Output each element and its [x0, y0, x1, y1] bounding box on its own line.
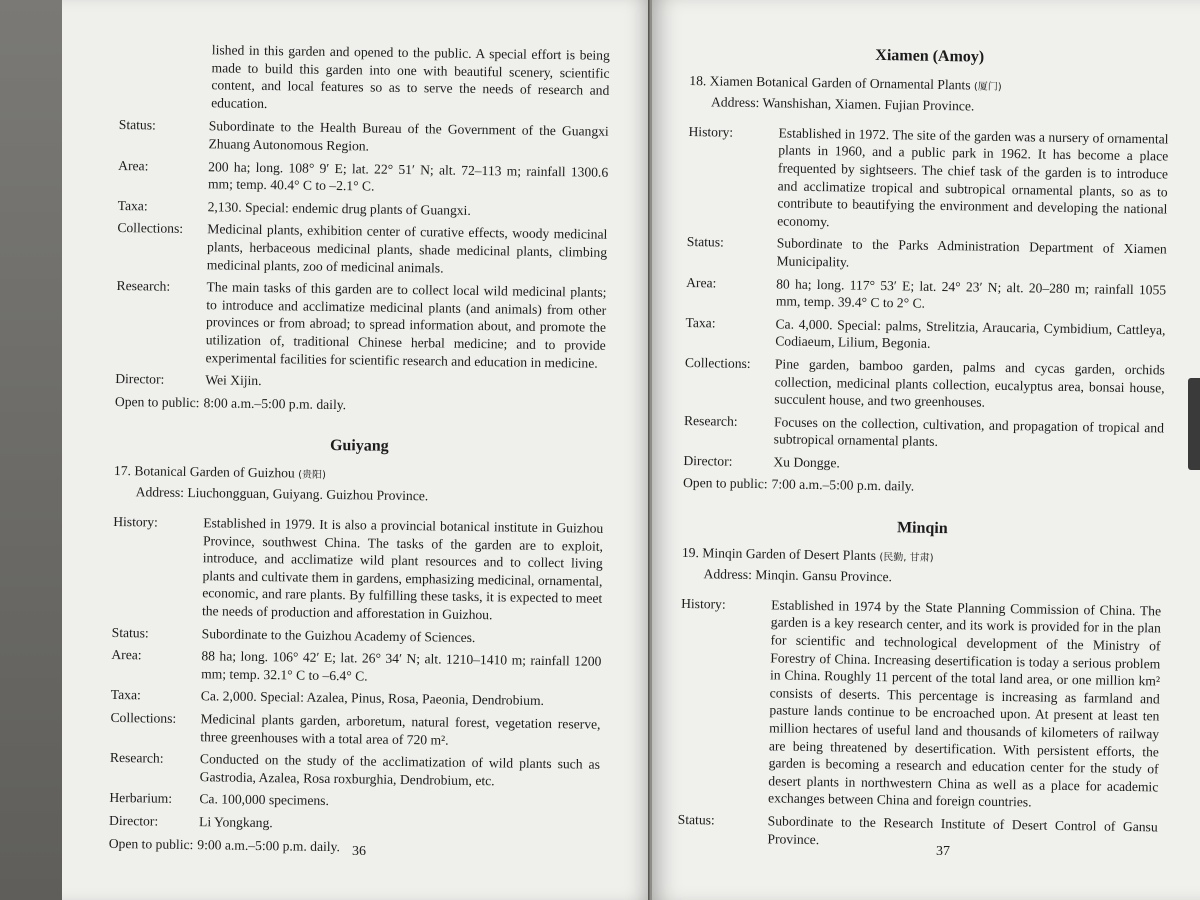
field-label: Open to public: — [108, 835, 194, 852]
field-row — [684, 412, 1164, 455]
field-value: 200 ha; long. 108° 9′ E; lat. 22° 51′ N; alt. 72–113 m; rainfall 1300.6 mm; temp. 40.4° C to –2.1° C. — [207, 158, 609, 194]
field-label: Status: — [677, 811, 715, 828]
entry-19-fields — [677, 595, 1161, 854]
field-value: 80 ha; long. 117° 53′ E; lat. 24° 23′ N; alt. 20–280 m; rainfall 1055 mm, temp. 39.4° C to 2° C. — [775, 275, 1167, 311]
field-value: Xu Dongge. — [773, 454, 840, 471]
entry-cjk: (厦门) — [973, 81, 1002, 93]
entry-17-fields — [109, 513, 604, 859]
field-value: Wei Xijin. — [205, 372, 262, 389]
field-row — [687, 123, 1169, 236]
field-row — [683, 474, 1163, 499]
field-value: Conducted on the study of the acclimatization of wild plants such as Gastrodia, Azalea, Rosa roxburghia, Dendrobium, etc. — [199, 751, 601, 789]
page-edge-tab — [1188, 378, 1200, 470]
field-row — [677, 811, 1157, 854]
field-value: Established in 1972. The site of the garden was a nursery of ornamental plants in 1960, and a public park in 1962. It has become a place frequented by sightseers. The chief task of the garden is to introduce and acclimatize tropical and subtropical ornamental plants, so as to contribute to beautifying the environment and developing the national economy. — [777, 125, 1169, 229]
field-row — [111, 646, 601, 688]
field-value: Subordinate to the Parks Administration Department of Xiamen Municipality. — [776, 235, 1167, 270]
field-value: Medicinal plants garden, arboretum, natural forest, vegetation reserve, three greenhouses with a total area of 720 m². — [200, 711, 601, 748]
field-label: Research: — [109, 750, 164, 766]
section-title-xiamen: Xiamen (Amoy) — [875, 46, 985, 66]
right-page — [652, 0, 1200, 900]
field-value: Established in 1979. It is also a provincial botanical institute in Guizhou Province, southwest China. The tasks of the garden are to exploit, introduce, and acclimatize wild plant resources and to collect living plants and cultivate them in gardens, emphasizing medicinal, ornamental, economic, and rare plants. By fulfilling these tasks, it is expected to meet the needs of production and afforestation in Guizhou. — [201, 515, 604, 623]
field-value: Ca. 2,000. Special: Azalea, Pinus, Rosa, Paeonia, Dendrobium. — [200, 688, 545, 709]
entry-cjk: (民勤, 甘肃) — [879, 551, 934, 564]
field-row — [118, 116, 608, 158]
field-row — [115, 393, 605, 417]
field-value: Medicinal plants, exhibition center of curative effects, woody medicinal plants, herbaceous medicinal plants, shade medicinal plants, climbing medicinal plants, zoo of medicinal animals. — [206, 221, 608, 276]
page-number-left: 36 — [352, 844, 366, 859]
entry-address-17: Address: Liuchongguan, Guiyang. Guizhou Province. — [135, 484, 429, 504]
field-label: Area: — [686, 274, 717, 290]
entry-cjk: (贵阳) — [298, 469, 327, 481]
field-row — [683, 452, 1163, 477]
field-label: Research: — [683, 412, 738, 429]
field-value: Ca. 4,000. Special: palms, Strelitzia, Araucaria, Cymbidium, Cattleya, Codiaeum, Lilium, Begonia. — [775, 316, 1166, 352]
field-label: History: — [681, 595, 726, 612]
field-value: 7:00 a.m.–5:00 p.m. daily. — [771, 476, 915, 495]
field-label: History: — [688, 123, 734, 140]
field-row — [115, 370, 605, 394]
field-row — [110, 749, 600, 791]
field-value: Established in 1974 by the State Planning Commission of China. The garden is a key research center, and its work is provided for in the plan for scientific and technological development of the Ministry of Forestry of China. Increasing desertification is today a serious problem in China. Roughly 11 percent of the total land area, or one million km² consists of deserts. This percentage is increasing as farmland and pasture lands continue to be encroached upon. At present at least ten million hectares of useful land and thousands of kilometers of railway are being threatened by desertification. With persistent efforts, the garden is becoming a research and education center for the study of desert plants in northwestern China as well as a place for academic exchanges between China and foreign countries. — [767, 597, 1162, 810]
field-row — [118, 157, 608, 199]
field-row — [686, 233, 1166, 276]
page-number-right: 37 — [936, 844, 950, 859]
field-row — [684, 354, 1165, 414]
field-row — [686, 274, 1166, 317]
field-value: Subordinate to the Health Bureau of the Government of the Guangxi Zhuang Autonomous Region. — [208, 118, 609, 154]
field-label: Open to public: — [114, 393, 200, 410]
field-value: 2,130. Special: endemic drug plants of Guangxi. — [207, 198, 471, 218]
entry-title-text: 19. Minqin Garden of Desert Plants — [681, 544, 877, 563]
field-row — [117, 219, 608, 279]
continuation-text: lished in this garden and opened to the public. A special effort is being made to build this garden into one with beautiful scenery, scientific content, and local features so as to serve the needs of research and education. — [211, 42, 610, 111]
field-row — [112, 624, 602, 648]
field-label: Status: — [686, 234, 724, 250]
field-row — [685, 314, 1165, 357]
field-value: Subordinate to the Guizhou Academy of Sciences. — [201, 625, 476, 645]
field-value: 88 ha; long. 106° 42′ E; lat. 26° 34′ N; alt. 1210–1410 m; rainfall 1200 mm; temp. 32.1° C to –6.4° C. — [201, 648, 602, 684]
field-label: Status: — [118, 117, 156, 133]
field-label: Herbarium: — [109, 790, 173, 807]
field-label: Area: — [118, 157, 149, 173]
field-label: Director: — [683, 452, 733, 469]
field-label: Open to public: — [682, 475, 768, 492]
field-label: Status: — [111, 624, 149, 641]
field-label: Collections: — [684, 354, 751, 371]
field-label: Director: — [115, 371, 165, 387]
field-value: The main tasks of this garden are to collect local wild medicinal plants; to introduce and acclimatize medicinal plants (and animals) from other provinces or from abroad; to spread information about, and promote the utilization of, traditional Chinese herbal medicine; and to provide experimental facilities for scientific research and education in medicine. — [205, 279, 607, 371]
field-row — [109, 812, 599, 836]
field-row — [110, 709, 600, 751]
left-page-content — [109, 40, 610, 864]
field-value: 8:00 a.m.–5:00 p.m. daily. — [203, 394, 347, 412]
field-row — [111, 686, 601, 710]
field-value: 9:00 a.m.–5:00 p.m. daily. — [197, 836, 341, 854]
field-value: Subordinate to the Research Institute of Desert Control of Gansu Province. — [767, 813, 1158, 847]
field-row — [109, 789, 599, 813]
field-label: Taxa: — [685, 314, 716, 331]
section-title-guiyang: Guiyang — [329, 437, 389, 456]
field-row — [678, 595, 1161, 814]
field-value: Focuses on the collection, cultivation, and propagation of tropical and subtropical ornamental plants. — [773, 414, 1165, 450]
field-label: Research: — [116, 278, 171, 294]
field-label: Collections: — [117, 220, 184, 237]
entry-title-text: 17. Botanical Garden of Guizhou — [113, 462, 295, 481]
field-label: Taxa: — [117, 197, 148, 214]
field-value: Li Yongkang. — [198, 814, 273, 831]
field-row — [118, 197, 608, 221]
field-label: Area: — [111, 647, 142, 663]
entry-address-18: Address: Wanshishan, Xiamen. Fujian Province. — [710, 94, 975, 114]
field-row — [112, 513, 603, 625]
left-page — [62, 0, 650, 900]
field-value: Ca. 100,000 specimens. — [199, 791, 330, 809]
entry-title-text: 18. Xiamen Botanical Garden of Ornamental Plants — [689, 72, 971, 93]
field-label: Director: — [108, 812, 159, 829]
field-value: Pine garden, bamboo garden, palms and cycas garden, orchids collection, medicinal plants collection, eucalyptus area, bonsai house, succulent house, and two greenhouses. — [774, 356, 1165, 410]
right-page-content — [677, 40, 1170, 859]
field-label: History: — [113, 514, 158, 530]
field-label: Collections: — [110, 709, 177, 726]
field-row — [115, 277, 606, 372]
entry-18-fields — [683, 123, 1169, 500]
field-label: Taxa: — [110, 687, 141, 703]
entry-address-19: Address: Minqin. Gansu Province. — [703, 566, 893, 585]
section-title-minqin: Minqin — [896, 519, 948, 538]
entry-16-fields — [115, 116, 609, 417]
